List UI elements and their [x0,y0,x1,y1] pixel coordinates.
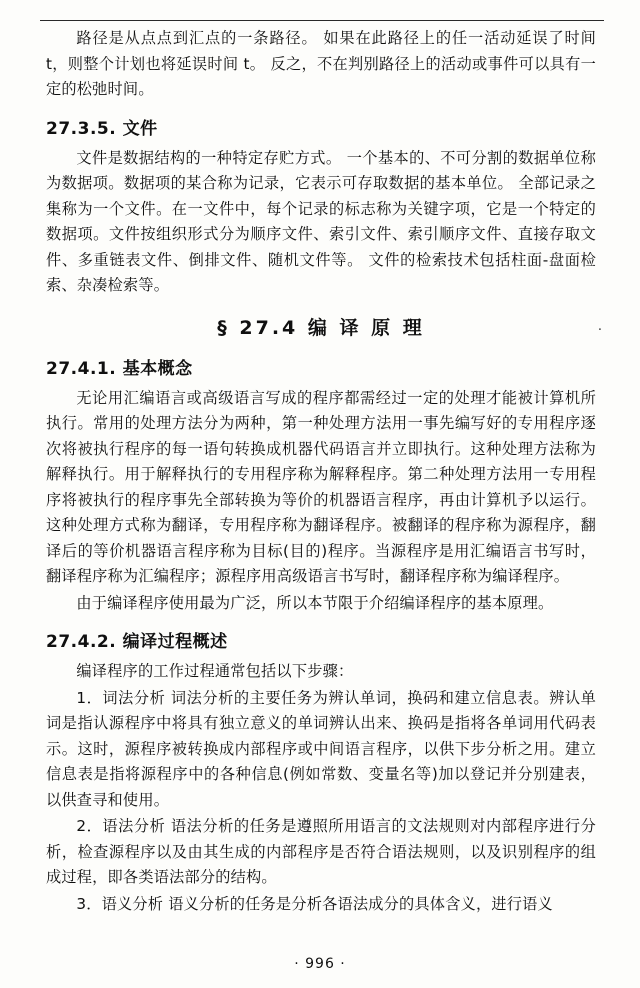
chapter-heading-27-4: § 27.4 编 译 原 理 [217,316,425,339]
intro-paragraph: 路径是从点点到汇点的一条路径。 如果在此路径上的任一活动延误了时间 t，则整个计划也将延误时间 t。 反之，不在判别路径上的活动或事件可以具有一定的松弛时间。 [46,29,596,98]
section-heading-27-4-1: 27.4.1. 基本概念 [46,358,193,379]
section-27-4-2-paragraph-1: 编译程序的工作过程通常包括以下步骤： [76,662,354,680]
section-27-4-1-paragraph-2: 由于编译程序使用最为广泛，所以本节限于介绍编译程序的基本原理。 [76,593,554,612]
section-27-4-2-step-2: 2．语法分析 语法分析的任务是遵照所用语言的文法规则对内部程序进行分析，检查源程序以及由其生成的内部程序是否符合语法规则，以及识别程序的组成过程，即各类语法部分的结构。 [46,817,596,886]
chapter-side-mark: · [597,322,602,338]
page-top-rule [40,20,604,21]
section-27-3-5-paragraph-1: 文件是数据结构的一种特定存贮方式。 一个基本的、不可分割的数据单位称为数据项。数据项的某合称为记录，它表示可存取数据的基本单位。 全部记录之集称为一个文件。在一文件中，每个记录的标志称为关键字项，它是一个特定的数据项。文件按组织形式分为顺序文件、索引文件、索引顺序文件、直接存取文件、多重链表文件、倒排文件、随机文件等。 文件的检索技术包括柱面-盘面检索、杂凑检索等。 [46,148,596,294]
section-27-4-1-paragraph-1: 无论用汇编语言或高级语言写成的程序都需经过一定的处理才能被计算机所执行。常用的处理方法分为两种，第一种处理方法用一事先编写好的专用程序逐次将被执行程序的每一语句转换成机器代码语言并立即执行。这种处理方法称为解释执行。用于解释执行的专用程序称为解释程序。第二种处理方法用一专用程序将被执行的程序事先全部转换为等价的机器语言程序，再由计算机予以运行。这种处理方式称为翻译，专用程序称为翻译程序。被翻译的程序称为源程序，翻译后的等价机器语言程序称为目标(目的)程序。当源程序是用汇编语言书写时，翻译程序称为汇编程序；源程序用高级语言书写时，翻译程序称为编译程序。 [46,388,596,585]
section-27-4-2-step-3: 3．语义分析 语义分析的任务是分析各语法成分的具体含义，进行语义 [76,894,553,913]
section-heading-27-3-5: 27.3.5. 文件 [46,118,158,139]
section-heading-27-4-2: 27.4.2. 编译过程概述 [46,632,228,652]
page-number: · 996 · [294,956,346,972]
chapter-heading-wrap [46,313,602,343]
section-27-4-2-step-1: 1．词法分析 词法分析的主要任务为辨认单词，换码和建立信息表。辨认单词是指认源程序中将具有独立意义的单词辨认出来、换码是指将各单词用代码表示。这时，源程序被转换成内部程序或中间语言程序，以供下步分析之用。建立信息表是指将源程序中的各种信息(例如常数、变量名等)加以登记并分别建表，以供查寻和使用。 [46,688,596,809]
page-footer [0,956,640,972]
